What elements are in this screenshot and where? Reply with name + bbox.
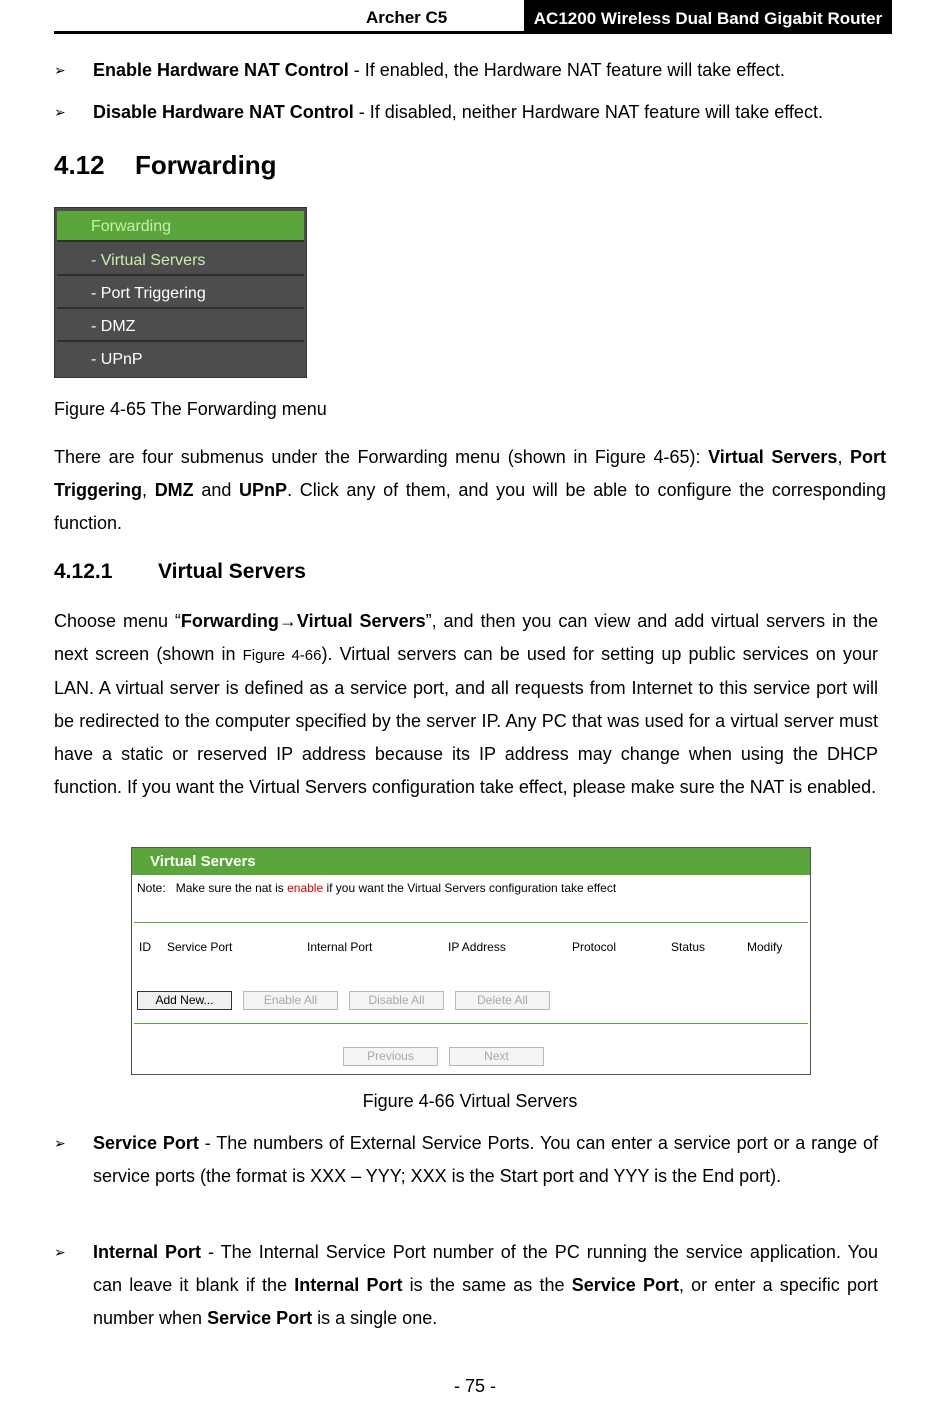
subsection-number: 4.12.1 [54, 560, 113, 583]
bullet-internal-port: ➢ Internal Port - The Internal Service Port number of the PC running the service application. You can leave it blank if the Internal Port is the same as the Service Port, or enter a specific port number when Service Port is a single one. [93, 1236, 878, 1335]
header-product: AC1200 Wireless Dual Band Gigabit Router [524, 0, 892, 31]
header-model: Archer C5 [366, 8, 448, 27]
section-number: 4.12 [54, 150, 105, 180]
page-header [54, 0, 892, 34]
previous-button[interactable]: Previous [343, 1047, 438, 1066]
arrow-bullet-icon: ➢ [54, 62, 66, 78]
bullet-term: Disable Hardware NAT Control [93, 102, 354, 122]
column-header-status: Status [671, 940, 706, 954]
menu-item-upnp[interactable]: - UPnP [91, 351, 143, 368]
menu-item-virtual-servers[interactable]: - Virtual Servers [57, 245, 304, 276]
virtual-servers-paragraph: Choose menu “Forwarding→Virtual Servers”, and then you can view and add virtual servers in the next screen (shown in Figure 4-66). Virtual servers can be used for setting up public services on your LAN. A virtual server is defined as a service port, and all requests from Internet to this service port will be redirected to the computer specified by the server IP. Any PC that was used for a virtual server must have a static or reserved IP address because its IP address may change when using the DHCP function. If you want the Virtual Servers configuration take effect, please make sure the NAT is enabled. [54, 611, 878, 797]
menu-item-port-triggering[interactable]: - Port Triggering [57, 278, 304, 309]
arrow-bullet-icon: ➢ [54, 104, 66, 120]
add-new-button[interactable]: Add New... [137, 991, 232, 1010]
divider [134, 1023, 808, 1024]
page-number: - 75 - [453, 1376, 496, 1396]
section-heading [54, 150, 277, 181]
intro-paragraph: There are four submenus under the Forwarding menu (shown in Figure 4-65): Virtual Servers, Port Triggering, DMZ and UPnP. Click any of them, and you will be able to configure the corresponding function. [54, 447, 887, 533]
section-title: Forwarding [135, 150, 277, 180]
column-header-modify: Modify [747, 940, 783, 954]
column-header-internal-port: Internal Port [307, 940, 373, 954]
menu-item-forwarding[interactable]: Forwarding [57, 211, 304, 242]
figure-66-caption: Figure 4-66 Virtual Servers [362, 1091, 578, 1111]
arrow-bullet-icon: ➢ [54, 1244, 66, 1260]
panel-note: Note: Make sure the nat is enable if you want the Virtual Servers configuration take effect [137, 881, 617, 895]
subsection-heading [54, 560, 306, 584]
bullet-term: Enable Hardware NAT Control [93, 60, 349, 80]
delete-all-button[interactable]: Delete All [455, 991, 550, 1010]
disable-all-button[interactable]: Disable All [349, 991, 444, 1010]
forwarding-menu [54, 207, 307, 378]
virtual-servers-panel [131, 847, 811, 1075]
subsection-title: Virtual Servers [158, 560, 306, 583]
figure-65-caption: Figure 4-65 The Forwarding menu [54, 399, 327, 419]
bullet-term: Service Port [93, 1133, 199, 1153]
panel-title: Virtual Servers [132, 848, 810, 875]
column-header-protocol: Protocol [572, 940, 617, 954]
next-button[interactable]: Next [449, 1047, 544, 1066]
menu-item-dmz[interactable]: - DMZ [57, 311, 304, 342]
column-header-ip-address: IP Address [448, 940, 506, 954]
column-header-id: ID [139, 940, 151, 954]
arrow-bullet-icon: ➢ [54, 1135, 66, 1151]
column-header-service-port: Service Port [167, 940, 233, 954]
enable-all-button[interactable]: Enable All [243, 991, 338, 1010]
bullet-service-port: ➢ Service Port - The numbers of External Service Ports. You can enter a service port or a range of service ports (the format is XXX – YYY; XXX is the Start port and YYY is the End port). [93, 1127, 878, 1193]
divider [134, 922, 808, 923]
bullet-term: Internal Port [93, 1242, 202, 1262]
